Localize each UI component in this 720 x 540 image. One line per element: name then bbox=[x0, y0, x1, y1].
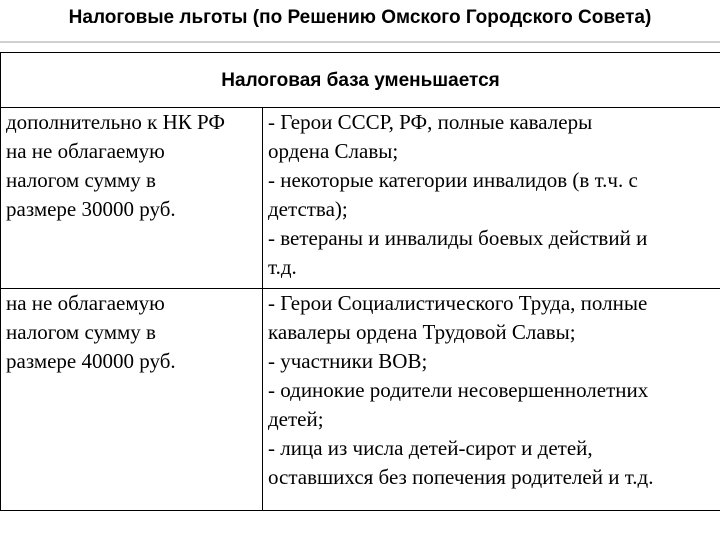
cell-line: налогом сумму в bbox=[6, 320, 156, 344]
cell-line: на не облагаемую bbox=[6, 291, 165, 315]
cell-line: - участники ВОВ; bbox=[268, 349, 428, 373]
tax-base-cell bbox=[1, 108, 263, 289]
table-row bbox=[1, 289, 720, 511]
cell-line: оставшихся без попечения родителей и т.д. bbox=[268, 465, 654, 489]
page-title: Налоговые льготы (по Решению Омского Городского Совета) bbox=[68, 7, 652, 28]
cell-line: т.д. bbox=[268, 255, 297, 279]
cell-line: налогом сумму в bbox=[6, 168, 156, 192]
table-row bbox=[1, 108, 720, 289]
benefits-table bbox=[0, 52, 720, 511]
beneficiaries-cell bbox=[263, 289, 720, 511]
cell-line: размере 40000 руб. bbox=[6, 349, 176, 373]
cell-line: - лица из числа детей-сирот и детей, bbox=[268, 436, 593, 460]
cell-line: - одинокие родители несовершеннолетних bbox=[268, 378, 649, 402]
cell-line: детства); bbox=[268, 197, 348, 221]
cell-line: ордена Славы; bbox=[268, 139, 399, 163]
cell-line: детей; bbox=[268, 407, 324, 431]
cell-line: кавалеры ордена Трудовой Славы; bbox=[268, 320, 576, 344]
cell-line: на не облагаемую bbox=[6, 139, 165, 163]
beneficiaries-cell bbox=[263, 108, 720, 289]
cell-line: дополнительно к НК РФ bbox=[6, 110, 225, 134]
cell-line: - некоторые категории инвалидов (в т.ч. с bbox=[268, 168, 638, 192]
title-divider bbox=[0, 41, 720, 43]
table-header-row bbox=[1, 53, 720, 108]
cell-line: - Герои СССР, РФ, полные кавалеры bbox=[268, 110, 593, 134]
table-header: Налоговая база уменьшается bbox=[1, 53, 720, 108]
cell-line: - ветераны и инвалиды боевых действий и bbox=[268, 226, 648, 250]
cell-line: размере 30000 руб. bbox=[6, 197, 176, 221]
cell-line: - Герои Социалистического Труда, полные bbox=[268, 291, 648, 315]
tax-base-cell bbox=[1, 289, 263, 511]
